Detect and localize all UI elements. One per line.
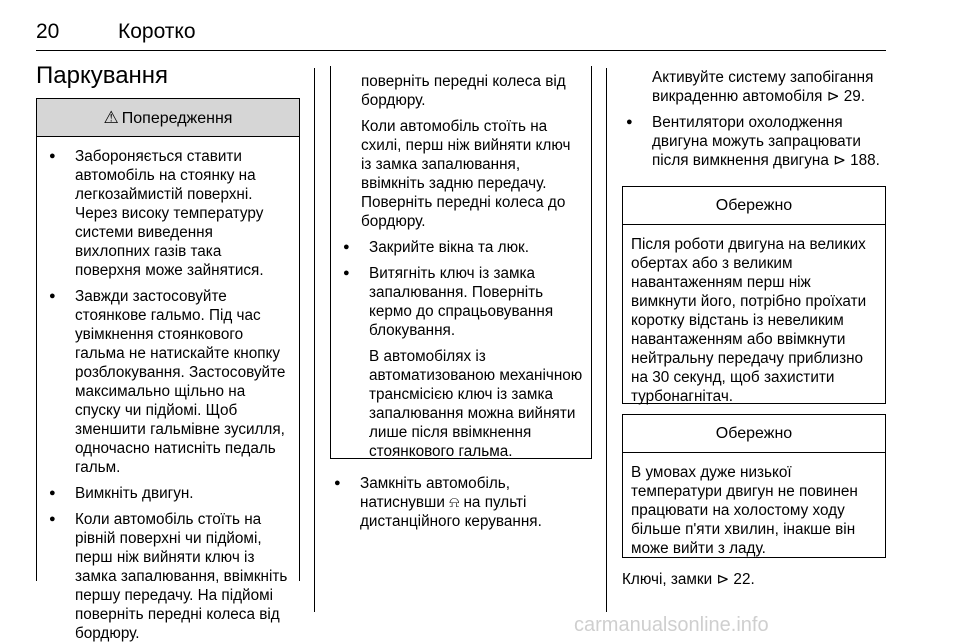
warning-item: ● Коли автомобіль стоїть на рівній поверхні чи підйомі, перш ніж вийняти ключ із замка запалювання, ввімкніть першу передачу. На підйомі поверніть передні колеса від бордюру.: [45, 510, 291, 567]
warning-box-continued-body: [331, 66, 591, 467]
warning-box-continued: [330, 66, 592, 459]
warning-item: ● Витягніть ключ із замка запалювання. Поверніть кермо до спрацьовування блокування. В автомобілях із автоматизованою механічною трансмісією ключ із замка запалювання можна вийняти лише після ввімкнення стоянкового гальма.: [339, 264, 583, 461]
warning-item: ● Вимкніть двигун.: [45, 484, 291, 503]
warning-list: [45, 147, 291, 642]
column-2-after-box: [330, 474, 590, 531]
column-divider: [314, 68, 315, 612]
caution-box-1: [622, 186, 886, 404]
warning-box-header: [37, 99, 299, 137]
list-item: ● Замкніть автомобіль, натиснувши ⍾ на пульті дистанційного керування.: [330, 474, 590, 531]
warning-paragraph: Коли автомобіль стоїть на схилі, перш ніж вийняти ключ із замка запалювання, ввімкніть задню передачу. Поверніть передні колеса до бордюру.: [361, 118, 571, 230]
section-title: Паркування: [36, 62, 169, 89]
warning-text-continued: поверніть передні колеса від бордюру.: [361, 73, 566, 109]
caution-box-header: Обережно: [623, 415, 885, 453]
list-item: ● Вентилятори охолодження двигуна можуть запрацювати після вимкнення двигуна ⊳ 188.: [622, 113, 886, 170]
warning-triangle-icon: ⚠: [103, 108, 119, 127]
column-3: [622, 68, 886, 170]
warning-box: [36, 98, 300, 642]
page-number: 20: [36, 20, 60, 43]
caution-text: В умовах дуже низької температури двигун не повинен працювати на холостому ходу більше п'яти хвилин, інакше він може вийти з ладу.: [631, 464, 858, 557]
warning-item: ● Завжди застосовуйте стоянкове гальмо. Під час увімкнення стоянкового гальма не натискайте кнопку розблокування. Застосовуйте максимально щільно на спуску чи підйомі. Щоб зменшити гальмівне зусилля, одночасно натисніть педаль гальм.: [45, 287, 291, 477]
caution-box-header: Обережно: [623, 187, 885, 225]
column-divider: [606, 68, 607, 612]
caution-box-2: [622, 414, 886, 558]
warning-box-body: [37, 137, 299, 642]
cross-reference: Ключі, замки ⊳ 22.: [622, 571, 755, 588]
warning-item: ● Забороняється ставити автомобіль на стоянку на легкозаймистій поверхні. Через високу температуру системи виведення вихлопних газів така поверхня може зайнятися.: [45, 147, 291, 280]
lead-paragraph: Активуйте систему запобігання викраденню автомобіля ⊳ 29.: [652, 69, 874, 105]
caution-text: Після роботи двигуна на великих обертах або з великим навантаженням перш ніж вимкнути його, потрібно проїхати коротку відстань із невеликим навантаженням або ввімкнути нейтральну передачу приблизно на 30 секунд, щоб захистити турбонагнітач.: [631, 236, 867, 405]
watermark: carmanualsonline.info: [574, 614, 769, 636]
warning-item-continued: [339, 72, 583, 231]
page-header: [36, 0, 886, 51]
chapter-title: Коротко: [118, 20, 196, 43]
warning-item: ● Закрийте вікна та люк.: [339, 238, 583, 257]
warning-title: Попередження: [121, 110, 233, 127]
